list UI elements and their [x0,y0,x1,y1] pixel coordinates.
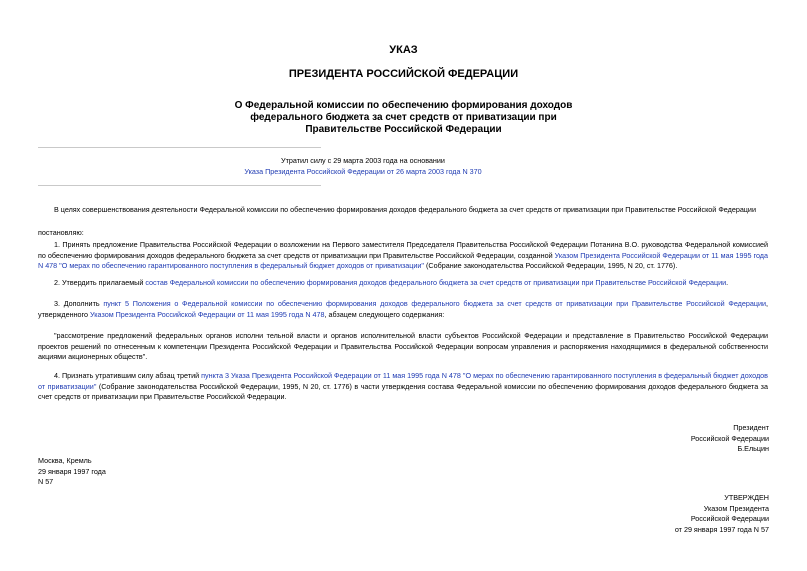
decree-478-point-3-link[interactable]: пункта 3 Указа Президента Российской Федерации от 11 мая 1995 года N 478 "О мерах по обеспечению гарантированного поступления в федеральный бюджет доходов от приватизации" [38,371,768,391]
intro-paragraph: В целях совершенствования деятельности Федеральной комиссии по обеспечению формирования доходов федерального бюджета за счет средств от приватизации при Правительстве Российской Федерации [54,205,756,214]
approved-block: УТВЕРЖДЕН Указом Президента Российской Федерации от 29 января 1997 года N 57 [674,493,769,534]
paragraph-1: 1. Принять предложение Правительства Российской Федерации о возложении на Первого заместителя Председателя Правительства Российской Федерации Потанина В.О. руководства Федеральной комиссией по обеспечению формирования доходов федерального бюджета за счет средств от приватизации при Правительстве Российской Федерации, созданной Указом Президента Российской Федерации от 11 мая 1995 года N 478 "О мерах по обеспечению гарантированного поступления в федеральный бюджет доходов от приватизации" (Собрание законодательства Российской Федерации, 1995, N 20, ст. 1776). [38,240,768,271]
place-date-block: Москва, Кремль 29 января 1997 года N 57 [38,456,106,487]
commission-composition-link[interactable]: состав Федеральной комиссии по обеспечению формирования доходов федерального бюджета за счет средств от приватизации при Правительстве Российской Федерации [145,278,727,287]
issuer-title: ПРЕЗИДЕНТА РОССИЙСКОЙ ФЕДЕРАЦИИ [288,68,519,80]
paragraph-3: 3. Дополнить пункт 5 Положения о Федеральной комиссии по обеспечению формирования доходов федерального бюджета за счет средств от приватизации при Правительстве Российской Федерации, утвержденного Указом Президента Российской Федерации от 11 мая 1995 года N 478, абзацем следующего содержания: [38,299,768,319]
regulation-point-5-link[interactable]: пункт 5 Положения о Федеральной комиссии по обеспечению формирования доходов федерального бюджета за счет средств от приватизации при Правительстве Российской Федерации [103,299,766,308]
divider-bottom [38,185,321,186]
repeal-decree-link[interactable]: Указа Президента Российской Федерации от 26 марта 2003 года N 370 [244,166,482,176]
heading-line: Правительстве Российской Федерации [305,124,502,135]
decree-478-link[interactable]: Указом Президента Российской Федерации от 11 мая 1995 года N 478 "О мерах по обеспечению гарантированного поступления в федеральный бюджет доходов от приватизации" [38,250,768,271]
signature-block: Президент Российской Федерации Б.Ельцин [690,423,769,454]
decree-word: постановляю: [38,228,84,237]
paragraph-4: 4. Признать утратившим силу абзац третий пункта 3 Указа Президента Российской Федерации от 11 мая 1995 года N 478 "О мерах по обеспечению гарантированного поступления в федеральный бюджет доходов от приватизации" (Собрание законодательства Российской Федерации, 1995, N 20, ст. 1776) в части утверждения состава Федеральной комиссии по обеспечению формирования доходов федерального бюджета за счет средств от приватизации при Правительстве Российской Федерации. [38,371,768,402]
decree-heading [0,100,807,136]
heading-line: О Федеральной комиссии по обеспечению формирования доходов [234,100,573,111]
decree-478-short-link[interactable]: Указом Президента Российской Федерации от 11 мая 1995 года N 478 [90,309,325,319]
status-block [38,156,688,177]
document-type-title: УКАЗ [389,44,418,56]
quote-paragraph: "рассмотрение предложений федеральных органов исполни тельной власти и органов исполнительной власти субъектов Российской Федерации и представление в Правительство Российской Федерации проектов решений по отнесенным к компетенции Президента Российской Федерации и Правительства Российской Федерации вопросам управления и распоряжения находящимися в федеральной собственности акциями акционерных обществ". [38,331,768,362]
status-text: Утратил силу с 29 марта 2003 года на основании [281,156,445,165]
heading-line: федерального бюджета за счет средств от приватизации при [250,112,557,123]
paragraph-2: 2. Утвердить прилагаемый состав Федеральной комиссии по обеспечению формирования доходов федерального бюджета за счет средств от приватизации при Правительстве Российской Федерации. [54,278,729,287]
divider-top [38,147,321,148]
